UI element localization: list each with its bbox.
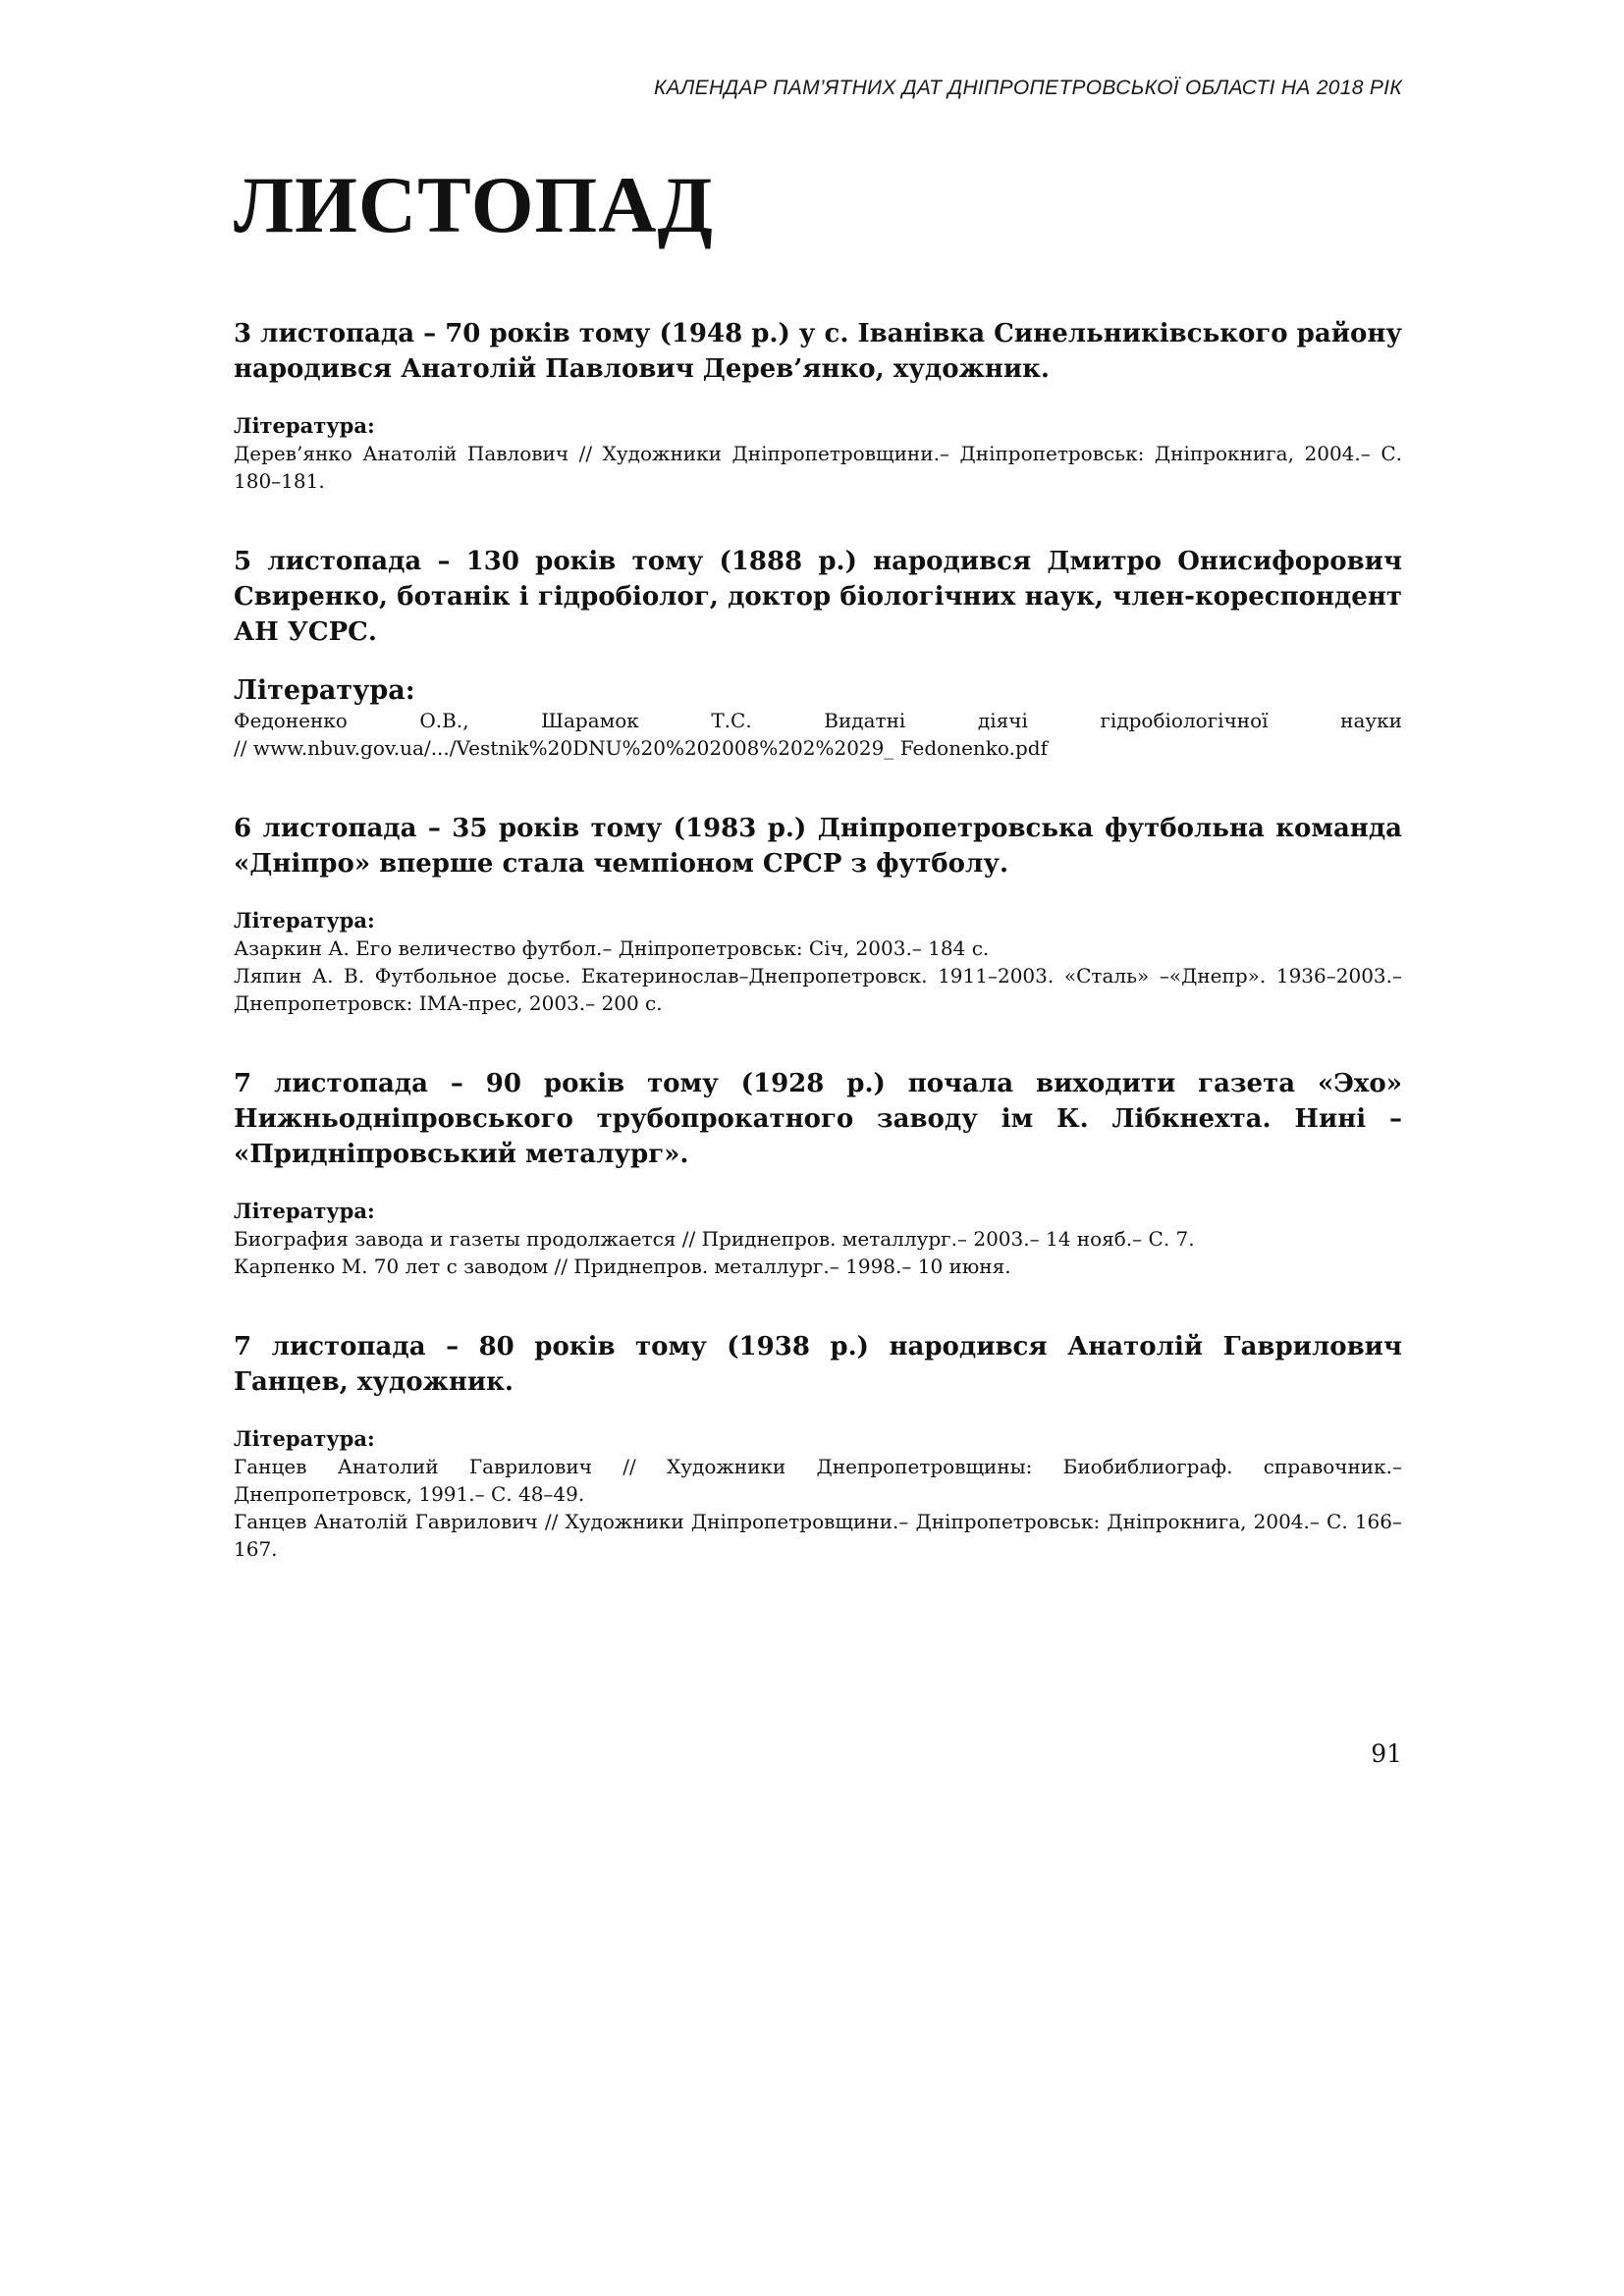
entry-heading: 3 листопада – 70 років тому (1948 р.) у с. Іванівка Синельниківського району народився Анатолій Павлович Дерев’янко, художник.	[234, 319, 1402, 384]
literature-label: Література:	[234, 908, 375, 933]
entry-5	[234, 1329, 1402, 1563]
literature-item: Азаркин А. Его величество футбол.– Дніпропетровськ: Січ, 2003.– 184 с.	[234, 936, 990, 960]
literature-label: Література:	[234, 1426, 375, 1451]
entry-2	[234, 544, 1402, 762]
entry-4	[234, 1066, 1402, 1280]
entry-heading: 5 листопада – 130 років тому (1888 р.) народився Дмитро Онисифорович Свиренко, ботанік і гідробіолог, доктор біологічних наук, член-кореспондент АН УСРС.	[234, 547, 1402, 647]
entry-heading: 6 листопада – 35 років тому (1983 р.) Дніпропетровська футбольна команда «Дніпро» вперше стала чемпіоном СРСР з футболу.	[234, 814, 1402, 879]
entries-list	[234, 316, 1402, 1612]
page-number: 91	[1371, 1739, 1402, 1768]
literature-item: Ганцев Анатолий Гаврилович // Художники Днепропетровщины: Биобиблиограф. справочник.– Днепропетровск, 1991.– С. 48–49.	[234, 1455, 1402, 1506]
literature-item: Ляпин А. В. Футбольное досье. Екатеринослав–Днепропетровск. 1911–2003. «Сталь» –«Днепр». 1936–2003.– Днепропетровск: ІМА-прес, 2003.– 200 с.	[234, 964, 1402, 1015]
literature-link: // www.nbuv.gov.ua/.../Vestnik%20DNU%20%202008%202%2029_ Fedonenko.pdf	[234, 736, 1048, 760]
page-title: ЛИСТОПАД	[234, 160, 714, 249]
literature-label: Література:	[234, 675, 415, 706]
entry-3	[234, 811, 1402, 1017]
entry-1	[234, 316, 1402, 495]
literature-item: Дерев’янко Анатолій Павлович // Художники Дніпропетровщини.– Дніпропетровськ: Дніпрокнига, 2004.– С. 180–181.	[234, 442, 1402, 493]
literature-item: Карпенко М. 70 лет с заводом // Приднепров. металлург.– 1998.– 10 июня.	[234, 1255, 1011, 1278]
literature-item: Федоненко О.В., Шарамок Т.С. Видатні діячі гідробіологічної науки	[234, 709, 1402, 732]
literature-label: Література:	[234, 413, 375, 438]
running-header: КАЛЕНДАР ПАМ’ЯТНИХ ДАТ ДНІПРОПЕТРОВСЬКОЇ ОБЛАСТІ НА 2018 РІК	[653, 77, 1402, 99]
literature-item: Ганцев Анатолій Гаврилович // Художники Дніпропетровщини.– Дніпропетровськ: Дніпрокнига, 2004.– С. 166–167.	[234, 1510, 1402, 1561]
literature-label: Література:	[234, 1199, 375, 1223]
entry-heading: 7 листопада – 80 років тому (1938 р.) народився Анатолій Гаврилович Ганцев, художник.	[234, 1332, 1402, 1397]
entry-heading: 7 листопада – 90 років тому (1928 р.) почала виходити газета «Эхо» Нижньодніпровського трубопрокатного заводу ім К. Лібкнехта. Нині – «Придніпровський металург».	[234, 1069, 1402, 1169]
literature-item: Биография завода и газеты продолжается // Приднепров. металлург.– 2003.– 14 нояб.– С. 7.	[234, 1227, 1195, 1251]
